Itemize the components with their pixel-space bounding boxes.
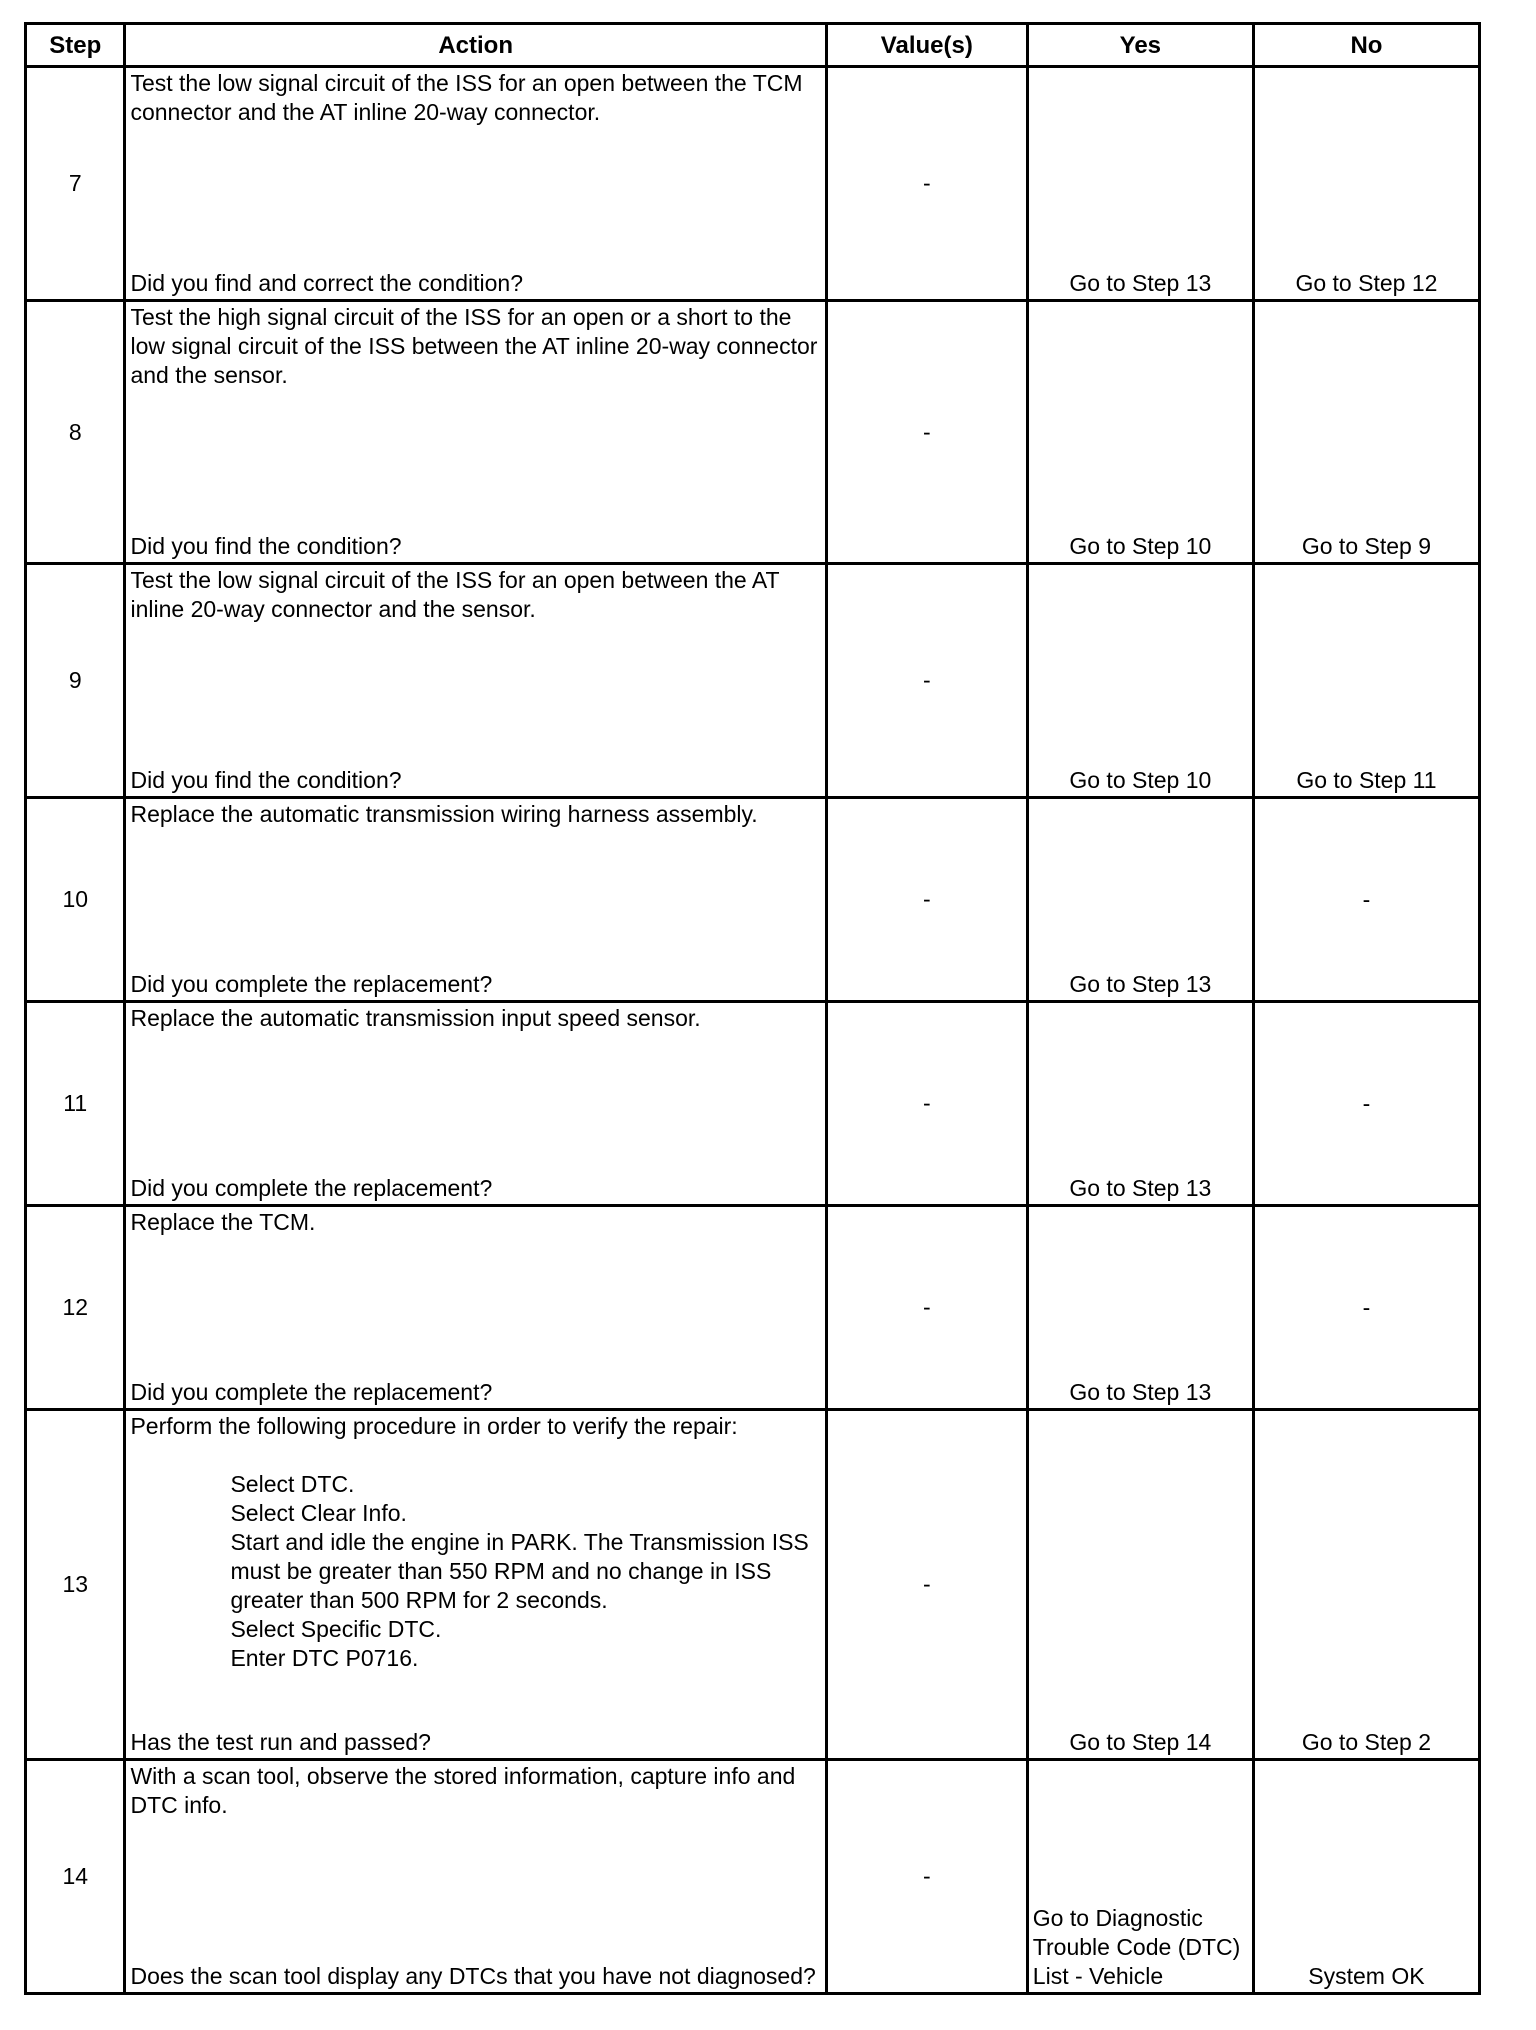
action-question: Does the scan tool display any DTCs that you have not diagnosed? (130, 1963, 816, 1989)
diagnostic-table (24, 22, 1481, 1995)
yes-result: Go to Step 10 (1069, 767, 1212, 793)
yes-result: Go to Step 13 (1069, 1379, 1212, 1405)
action-cell (125, 1760, 826, 1994)
step-number: 9 (26, 564, 125, 798)
header-no: No (1253, 24, 1479, 67)
yes-result: Go to Step 13 (1069, 270, 1212, 296)
value-cell: - (826, 798, 1027, 1002)
no-result: Go to Step 2 (1301, 1729, 1431, 1755)
action-cell (125, 798, 826, 1002)
no-cell (1253, 1002, 1479, 1206)
step-number: 11 (26, 1002, 125, 1206)
no-cell (1253, 67, 1479, 301)
step-number: 14 (26, 1760, 125, 1994)
yes-result: Go to Step 10 (1069, 533, 1212, 559)
value-cell: - (826, 1410, 1027, 1760)
value-cell: - (826, 1206, 1027, 1410)
table-row (26, 1410, 1480, 1760)
step-number: 12 (26, 1206, 125, 1410)
action-cell (125, 1206, 826, 1410)
yes-cell (1027, 1206, 1253, 1410)
procedure-item: Enter DTC P0716. (230, 1645, 419, 1671)
action-cell (125, 301, 826, 564)
action-text: Test the low signal circuit of the ISS for an open between the TCM connector and the AT inline 20-way connector. (130, 70, 803, 125)
header-yes: Yes (1027, 24, 1253, 67)
action-text: Replace the automatic transmission wiring harness assembly. (130, 801, 758, 827)
yes-cell (1027, 1002, 1253, 1206)
value-cell: - (826, 1760, 1027, 1994)
value-cell: - (826, 301, 1027, 564)
action-question: Did you find and correct the condition? (130, 270, 523, 296)
yes-cell (1027, 798, 1253, 1002)
step-number: 8 (26, 301, 125, 564)
action-cell (125, 67, 826, 301)
no-result: - (1362, 1090, 1371, 1116)
value-cell: - (826, 1002, 1027, 1206)
action-text: With a scan tool, observe the stored information, capture info and DTC info. (130, 1763, 796, 1818)
step-number: 13 (26, 1410, 125, 1760)
no-cell (1253, 1760, 1479, 1994)
action-question: Did you find the condition? (130, 533, 402, 559)
table-row (26, 301, 1480, 564)
header-action: Action (125, 24, 826, 67)
action-question: Did you complete the replacement? (130, 1379, 493, 1405)
no-cell (1253, 564, 1479, 798)
yes-result: Go to Diagnostic Trouble Code (DTC) List - Vehicle (1032, 1905, 1241, 1989)
action-text: Replace the automatic transmission input speed sensor. (130, 1005, 701, 1031)
procedure-item: Select Specific DTC. (230, 1616, 442, 1642)
no-result: - (1362, 1294, 1371, 1320)
step-number: 10 (26, 798, 125, 1002)
procedure-item: Select DTC. (230, 1471, 355, 1497)
no-cell (1253, 301, 1479, 564)
value-cell: - (826, 564, 1027, 798)
yes-cell (1027, 67, 1253, 301)
action-cell (125, 1410, 826, 1760)
yes-cell (1027, 1410, 1253, 1760)
header-step: Step (26, 24, 125, 67)
procedure-item: Select Clear Info. (230, 1500, 407, 1526)
yes-cell (1027, 301, 1253, 564)
no-result: - (1362, 886, 1371, 912)
yes-cell (1027, 1760, 1253, 1994)
table-row (26, 1206, 1480, 1410)
yes-result: Go to Step 13 (1069, 971, 1212, 997)
table-row (26, 564, 1480, 798)
table-row (26, 1760, 1480, 1994)
action-question: Did you complete the replacement? (130, 971, 493, 997)
no-result: Go to Step 9 (1301, 533, 1431, 559)
procedure-list (130, 1470, 820, 1673)
action-text: Perform the following procedure in order to verify the repair: (130, 1413, 738, 1439)
action-text: Test the low signal circuit of the ISS for an open between the AT inline 20-way connector and the sensor. (130, 567, 780, 622)
table-row (26, 798, 1480, 1002)
action-cell (125, 1002, 826, 1206)
yes-result: Go to Step 14 (1069, 1729, 1212, 1755)
action-question: Did you complete the replacement? (130, 1175, 493, 1201)
action-text: Replace the TCM. (130, 1209, 316, 1235)
step-number: 7 (26, 67, 125, 301)
table-row (26, 1002, 1480, 1206)
procedure-item: Start and idle the engine in PARK. The Transmission ISS must be greater than 550 RPM and no change in ISS greater than 500 RPM for 2 seconds. (230, 1529, 809, 1613)
header-values: Value(s) (826, 24, 1027, 67)
yes-cell (1027, 564, 1253, 798)
no-result: Go to Step 12 (1295, 270, 1438, 296)
no-cell (1253, 798, 1479, 1002)
action-question: Has the test run and passed? (130, 1729, 431, 1755)
no-cell (1253, 1206, 1479, 1410)
action-cell (125, 564, 826, 798)
action-question: Did you find the condition? (130, 767, 402, 793)
value-cell: - (826, 67, 1027, 301)
no-result: System OK (1308, 1963, 1425, 1989)
action-text: Test the high signal circuit of the ISS for an open or a short to the low signal circuit of the ISS between the AT inline 20-way connector and the sensor. (130, 304, 818, 388)
no-result: Go to Step 11 (1296, 767, 1437, 793)
yes-result: Go to Step 13 (1069, 1175, 1212, 1201)
table-row (26, 67, 1480, 301)
header-row (26, 24, 1480, 67)
no-cell (1253, 1410, 1479, 1760)
